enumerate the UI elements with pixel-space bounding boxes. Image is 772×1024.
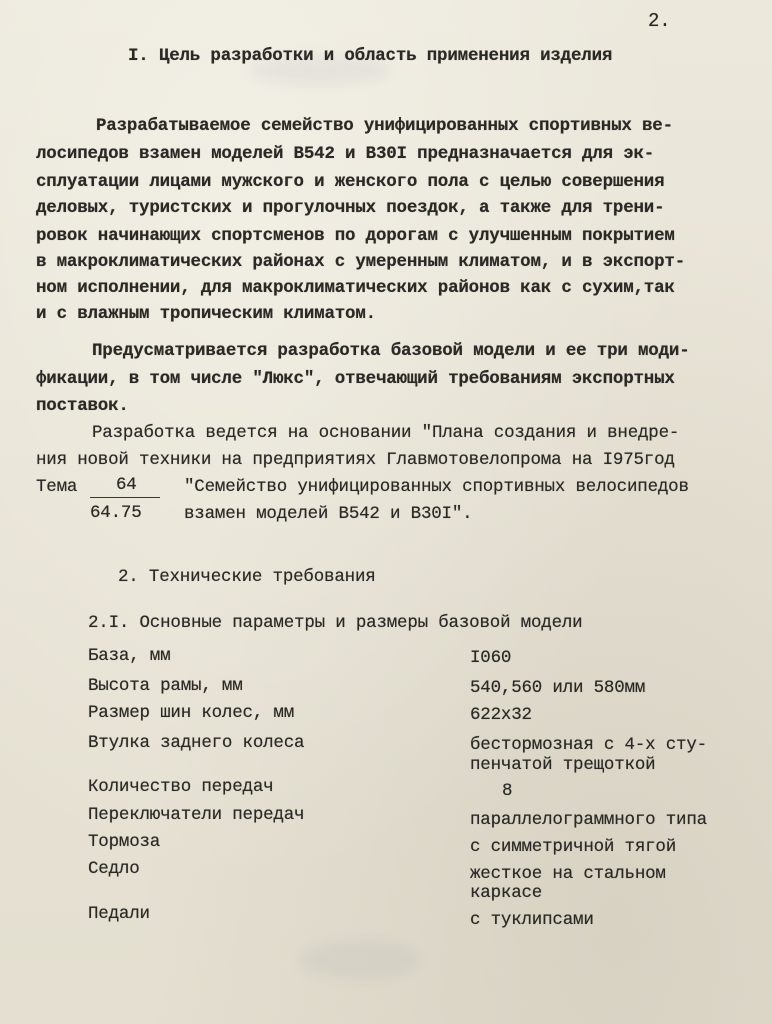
param-name: Высота рамы, мм [88,676,243,696]
param-value: с туклипсами [470,910,594,930]
paragraph-line: деловых, туристских и прогулочных поездок, а также для трени- [36,198,665,218]
tema-number: 64 [116,475,137,495]
paragraph-line: сплуатации лицами мужского и женского пола с целью совершения [36,172,665,192]
tema-fraction: 64.75 [90,503,142,523]
tema-title-line: "Семейство унифицированных спортивных велосипедов [184,477,689,497]
paragraph-line: фикации, в том числе "Люкс", отвечающий требованиям экспортных [36,369,675,389]
section-2-1-heading: 2.I. Основные параметры и размеры базовой модели [88,613,583,633]
param-name: Тормоза [88,832,161,852]
param-name: Размер шин колес, мм [88,703,295,723]
param-name: Седло [88,859,140,879]
param-name: Педали [88,904,150,924]
param-value: параллелограммного типа [470,810,707,830]
param-value: бестормозная с 4-х сту- [470,735,707,755]
section-1-heading: I. Цель разработки и область применения изделия [128,46,613,66]
paragraph-line: и с влажным тропическим климатом. [36,304,376,324]
param-name: Втулка заднего колеса [88,733,305,753]
param-name: Переключатели передач [88,805,305,825]
param-value: жесткое на стальном [470,864,666,884]
param-value: I060 [470,648,512,668]
paragraph-line: поставок. [36,396,129,416]
param-value: 622х32 [470,705,532,725]
paragraph-line: Предусматривается разработка базовой модели и ее три моди- [92,341,690,361]
paragraph-line: лосипедов взамен моделей В542 и В30I предназначается для эк- [36,144,655,164]
fraction-bar [90,497,160,498]
param-value: 540,560 или 580мм [470,678,646,698]
param-value: 8 [502,781,513,801]
param-value: пенчатой трещоткой [470,755,656,775]
paragraph-line: Разработка ведется на основании "Плана создания и внедре- [92,423,680,443]
paragraph-line: ния новой техники на предприятиях Главмотовелопрома на I975год [36,450,675,470]
paper-stain [300,940,420,980]
tema-label: Тема [36,477,78,497]
param-value: каркасе [470,883,543,903]
param-name: База, мм [88,646,171,666]
paragraph-line: Разрабатываемое семейство унифицированных спортивных ве- [96,116,673,136]
section-2-heading: 2. Технические требования [118,567,376,587]
paragraph-line: в макроклиматических районах с умеренным климатом, и в экспорт- [36,252,686,272]
tema-title-line: взамен моделей В542 и В30I". [184,504,473,524]
paragraph-line: ровок начинающих спортсменов по дорогам с улучшенным покрытием [36,226,675,246]
param-name: Количество передач [88,777,274,797]
page-number: 2. [648,10,671,32]
paragraph-line: ном исполнении, для макроклиматических районов как с сухим,так [36,278,675,298]
param-value: с симметричной тягой [470,837,677,857]
